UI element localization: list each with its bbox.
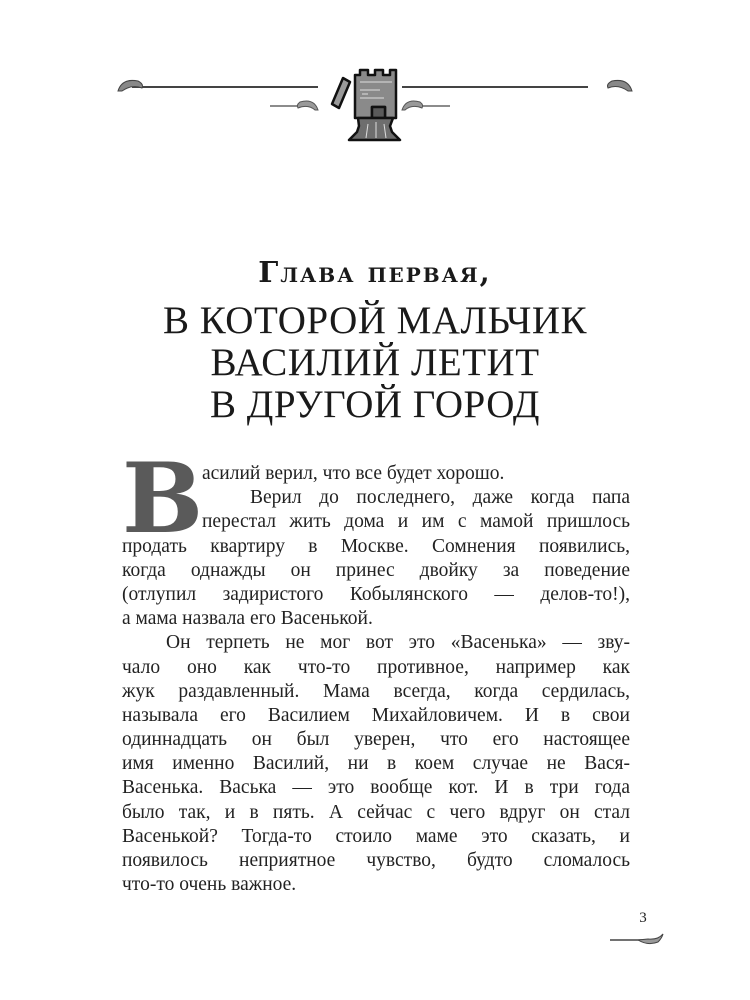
text-line: Васенькой? Тогда-то стоило маме это сказать, и bbox=[122, 825, 630, 847]
text-line: а мама назвала его Васенькой. bbox=[122, 608, 373, 630]
drop-cap: В bbox=[122, 442, 204, 555]
text-line: появилось неприятное чувство, будто сломалось bbox=[122, 850, 630, 871]
body-text bbox=[122, 462, 630, 897]
leaf-flourish-icon bbox=[608, 930, 668, 950]
page-number: 3 bbox=[639, 910, 647, 926]
text-line: было так, и в пять. А сейчас с чего вдруг он стал bbox=[122, 801, 630, 823]
text-line: жук раздавленный. Мама всегда, когда сердилась, bbox=[122, 680, 630, 702]
text-line: что-то очень важное. bbox=[122, 874, 297, 896]
castle-tower-icon bbox=[110, 60, 640, 160]
chapter-title-line: ВАСИЛИЙ ЛЕТИТ bbox=[210, 341, 540, 384]
text-line: Верил до последнего, даже когда папа bbox=[250, 487, 630, 509]
chapter-title bbox=[0, 300, 750, 426]
text-line: асилий верил, что все будет хорошо. bbox=[202, 463, 505, 484]
chapter-title-line: В КОТОРОЙ МАЛЬЧИК bbox=[162, 299, 588, 342]
text-line: перестал жить дома и им с мамой пришлось bbox=[202, 511, 630, 533]
text-line: когда однажды он принес двойку за поведение bbox=[122, 559, 630, 581]
text-line: Васенька. Васька — это вообще кот. И в три года bbox=[122, 777, 630, 799]
text-line: чало оно как что-то противное, например как bbox=[122, 656, 630, 678]
text-line: называла его Василием Михайловичем. И в свои bbox=[122, 704, 630, 726]
chapter-title-line: В ДРУГОЙ ГОРОД bbox=[209, 383, 541, 426]
chapter-label: Глава первая, bbox=[258, 255, 492, 289]
text-line: имя именно Василий, ни в коем случае не Вася- bbox=[122, 753, 630, 775]
text-line: одиннадцать он был уверен, что его настоящее bbox=[122, 729, 630, 751]
text-line: продать квартиру в Москве. Сомнения появились, bbox=[122, 535, 630, 557]
chapter-header-ornament bbox=[110, 60, 640, 160]
text-line: Он терпеть не мог вот это «Васенька» — зву- bbox=[166, 632, 630, 654]
text-line: (отлупил задиристого Кобылянского — делов-то!), bbox=[122, 583, 630, 605]
